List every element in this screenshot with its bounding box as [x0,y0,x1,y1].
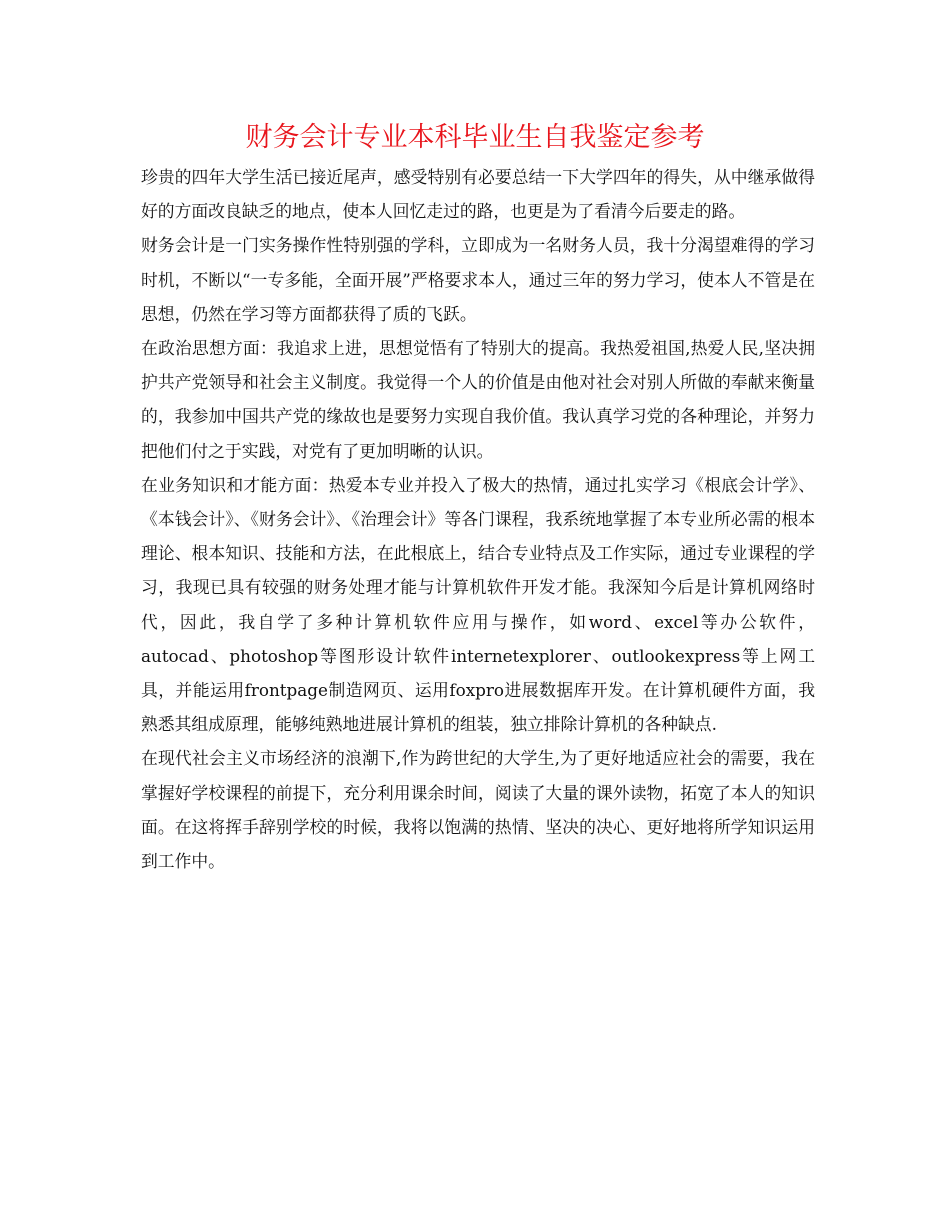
paragraph-learning: 财务会计是一门实务操作性特别强的学科，立即成为一名财务人员，我十分渴望难得的学习时机，不断以“一专多能，全面开展”严格要求本人，通过三年的努力学习，使本人不管是在思想，仍然在学习等方面都获得了质的飞跃。 [141,235,815,324]
paragraph-social: 在现代社会主义市场经济的浪潮下,作为跨世纪的大学生,为了更好地适应社会的需要，我在掌握好学校课程的前提下，充分利用课余时间，阅读了大量的课外读物，拓宽了本人的知识面。在这将挥手辞别学校的时候，我将以饱满的热情、坚决的决心、更好地将所学知识运用到工作中。 [141,748,815,872]
paragraph-professional: 在业务知识和才能方面：热爱本专业并投入了极大的热情，通过扎实学习《根底会计学》、《本钱会计》、《财务会计》、《治理会计》等各门课程，我系统地掌握了本专业所必需的根本理论、根本知识、技能和方法，在此根底上，结合专业特点及工作实际，通过专业课程的学习，我现已具有较强的财务处理才能与计算机软件开发才能。我深知今后是计算机网络时代，因此，我自学了多种计算机软件应用与操作，如word、excel等办公软件，autocad、photoshop等图形设计软件internetexplorer、outlookexpress等上网工具，并能运用frontpage制造网页、运用foxpro进展数据库开发。在计算机硬件方面，我熟悉其组成原理，能够纯熟地进展计算机的组装，独立排除计算机的各种缺点. [141,474,815,735]
paragraph-political: 在政治思想方面：我追求上进，思想觉悟有了特别大的提高。我热爱祖国,热爱人民,坚决拥护共产党领导和社会主义制度。我觉得一个人的价值是由他对社会对别人所做的奉献来衡量的，我参加中国共产党的缘故也是要努力实现自我价值。我认真学习党的各种理论，并努力把他们付之于实践，对党有了更加明晰的认识。 [141,338,815,461]
paragraph-intro: 珍贵的四年大学生活已接近尾声，感受特别有必要总结一下大学四年的得失，从中继承做得好的方面改良缺乏的地点，使本人回忆走过的路，也更是为了看清今后要走的路。 [141,167,815,222]
document-body [141,160,815,878]
document-title: 财务会计专业本科毕业生自我鉴定参考 [245,122,705,153]
